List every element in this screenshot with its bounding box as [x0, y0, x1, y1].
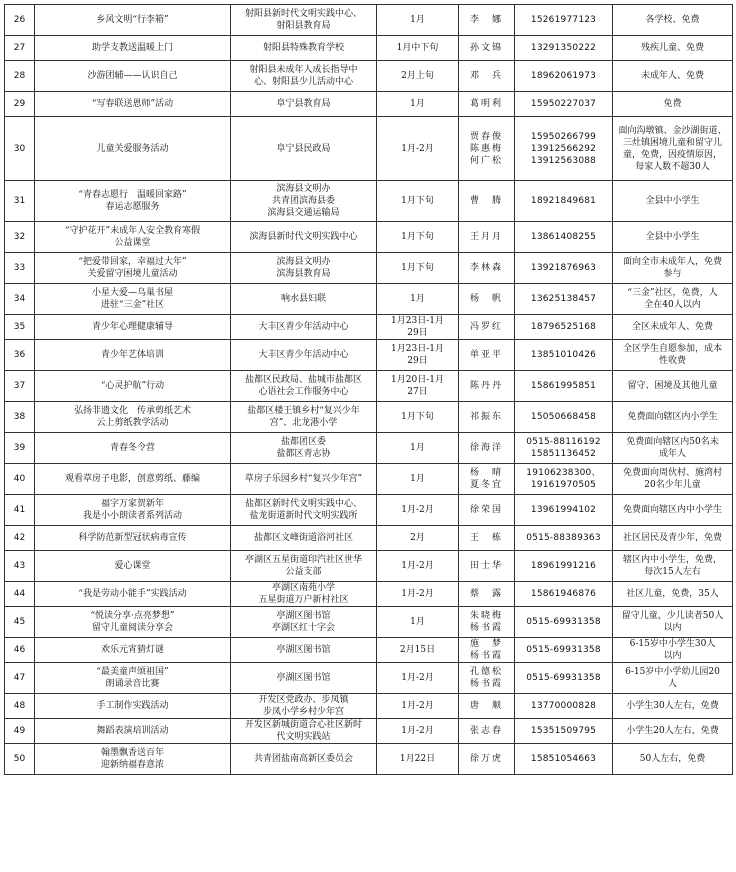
- table-cell-time: 1月23日-1月 29日: [377, 315, 459, 340]
- table-cell-phone: 15050668458: [515, 402, 613, 433]
- table-cell-target: 免费面向周伙村、施湾村 20名少年儿童: [613, 464, 733, 495]
- table-cell-contact: 曹 腾: [459, 181, 515, 222]
- table-cell-time: 1月22日: [377, 744, 459, 775]
- table-cell-phone: 15351509795: [515, 719, 613, 744]
- table-row: [5, 638, 733, 663]
- table-cell-phone: 15851054663: [515, 744, 613, 775]
- table-cell-activity: “最美童声颂祖国” 朗诵录音比赛: [35, 663, 231, 694]
- table-cell-organizer: 阜宁县教育局: [231, 92, 377, 117]
- table-cell-phone: 18961991216: [515, 551, 613, 582]
- table-cell-target: 留守、困境及其他儿童: [613, 371, 733, 402]
- table-cell-phone: 0515-69931358: [515, 663, 613, 694]
- table-row: [5, 526, 733, 551]
- table-row: [5, 495, 733, 526]
- table-cell-activity: 沙游团辅——认识自己: [35, 61, 231, 92]
- table-cell-time: 1月: [377, 92, 459, 117]
- table-cell-organizer: 开发区新城街道合心社区新时 代文明实践站: [231, 719, 377, 744]
- table-cell-number: 35: [5, 315, 35, 340]
- table-cell-number: 45: [5, 607, 35, 638]
- table-cell-organizer: 滨海县文明办 共青团滨海县委 滨海县交通运输局: [231, 181, 377, 222]
- table-cell-time: 2月上旬: [377, 61, 459, 92]
- table-cell-time: 2月: [377, 526, 459, 551]
- table-cell-phone: 13770000828: [515, 694, 613, 719]
- table-cell-time: 1月20日-1月 27日: [377, 371, 459, 402]
- table-cell-number: 31: [5, 181, 35, 222]
- table-row: [5, 433, 733, 464]
- table-cell-number: 42: [5, 526, 35, 551]
- table-cell-target: 50人左右，免费: [613, 744, 733, 775]
- table-cell-target: 社区儿童，免费，35人: [613, 582, 733, 607]
- table-cell-phone: 0515-88116192 15851136452: [515, 433, 613, 464]
- table-cell-organizer: 盐都区新时代文明实践中心、 盐龙街道新时代文明实践所: [231, 495, 377, 526]
- table-cell-target: 小学生30人左右，免费: [613, 694, 733, 719]
- table-cell-target: 免费面向辖区内中小学生: [613, 495, 733, 526]
- table-row: [5, 663, 733, 694]
- table-row: [5, 582, 733, 607]
- table-cell-target: 面向全市未成年人，免费 参与: [613, 253, 733, 284]
- table-cell-organizer: 大丰区青少年活动中心: [231, 315, 377, 340]
- table-cell-phone: 18921849681: [515, 181, 613, 222]
- table-cell-contact: 徐荣国: [459, 495, 515, 526]
- table-cell-number: 38: [5, 402, 35, 433]
- table-cell-time: 1月: [377, 5, 459, 36]
- table-row: [5, 340, 733, 371]
- table-cell-number: 30: [5, 117, 35, 181]
- table-cell-time: 1月下旬: [377, 402, 459, 433]
- table-cell-organizer: 阜宁县民政局: [231, 117, 377, 181]
- table-cell-contact: 朱晓梅 杨书霞: [459, 607, 515, 638]
- table-cell-target: 未成年人、免费: [613, 61, 733, 92]
- table-cell-contact: 祁振东: [459, 402, 515, 433]
- table-cell-contact: 施 梦 杨书霞: [459, 638, 515, 663]
- table-cell-phone: 19106238300、 19161970505: [515, 464, 613, 495]
- table-row: [5, 607, 733, 638]
- table-cell-phone: 13291350222: [515, 36, 613, 61]
- table-cell-organizer: 亭湖区南苑小学 五星街道万户新村社区: [231, 582, 377, 607]
- table-cell-target: 全县中小学生: [613, 222, 733, 253]
- table-cell-activity: “悦读分享·点亮梦想” 留守儿童阅读分享会: [35, 607, 231, 638]
- table-cell-phone: 0515-88389363: [515, 526, 613, 551]
- table-cell-contact: 李 娜: [459, 5, 515, 36]
- table-row: [5, 181, 733, 222]
- table-cell-number: 46: [5, 638, 35, 663]
- table-cell-contact: 孔德松 杨书霞: [459, 663, 515, 694]
- table-cell-organizer: 亭湖区图书馆: [231, 638, 377, 663]
- table-cell-phone: 0515-69931358: [515, 638, 613, 663]
- table-cell-phone: 15950227037: [515, 92, 613, 117]
- table-cell-activity: 青春冬令营: [35, 433, 231, 464]
- table-cell-organizer: 射阳县新时代文明实践中心、 射阳县教育局: [231, 5, 377, 36]
- table-cell-target: 留守儿童，少儿读者50人 以内: [613, 607, 733, 638]
- table-cell-organizer: 射阳县特殊教育学校: [231, 36, 377, 61]
- table-cell-contact: 王 栋: [459, 526, 515, 551]
- table-cell-target: 免费面向辖区内小学生: [613, 402, 733, 433]
- table-cell-target: 小学生20人左右，免费: [613, 719, 733, 744]
- table-row: [5, 694, 733, 719]
- table-cell-activity: “青春志愿行 温暖回家路” 春运志愿服务: [35, 181, 231, 222]
- table-cell-target: 辖区内中小学生，免费， 每次15人左右: [613, 551, 733, 582]
- table-cell-contact: 李林森: [459, 253, 515, 284]
- table-cell-contact: 葛明利: [459, 92, 515, 117]
- table-cell-target: 全县中小学生: [613, 181, 733, 222]
- table-row: [5, 36, 733, 61]
- table-row: [5, 551, 733, 582]
- table-cell-contact: 蔡 露: [459, 582, 515, 607]
- table-cell-contact: 徐万虎: [459, 744, 515, 775]
- table-cell-contact: 贾春俊 陈惠梅 何广松: [459, 117, 515, 181]
- table-row: [5, 5, 733, 36]
- table-cell-number: 44: [5, 582, 35, 607]
- table-row: [5, 371, 733, 402]
- table-cell-activity: 福字万家贺新年 我是小小朗读者系列活动: [35, 495, 231, 526]
- table-cell-contact: 杨 晴 夏冬宜: [459, 464, 515, 495]
- table-cell-number: 50: [5, 744, 35, 775]
- table-cell-time: 1月-2月: [377, 117, 459, 181]
- table-cell-time: 1月23日-1月 29日: [377, 340, 459, 371]
- table-cell-number: 40: [5, 464, 35, 495]
- table-cell-time: 1月: [377, 284, 459, 315]
- table-cell-contact: 单亚平: [459, 340, 515, 371]
- table-cell-target: 免费面向辖区内50名未 成年人: [613, 433, 733, 464]
- table-cell-time: 1月-2月: [377, 582, 459, 607]
- table-cell-organizer: 响水县妇联: [231, 284, 377, 315]
- table-cell-phone: 13851010426: [515, 340, 613, 371]
- table-cell-phone: 18962061973: [515, 61, 613, 92]
- table-cell-phone: 13921876963: [515, 253, 613, 284]
- table-row: [5, 92, 733, 117]
- table-cell-time: 2月15日: [377, 638, 459, 663]
- table-cell-organizer: 亭湖区五星街道印汽社区世华 公益支部: [231, 551, 377, 582]
- table-row: [5, 61, 733, 92]
- table-cell-time: 1月下旬: [377, 181, 459, 222]
- table-row: [5, 315, 733, 340]
- table-cell-activity: 手工制作实践活动: [35, 694, 231, 719]
- table-cell-target: 各学校、免费: [613, 5, 733, 36]
- table-cell-contact: 唐 顺: [459, 694, 515, 719]
- table-cell-target: 6-15岁中小学生30人 以内: [613, 638, 733, 663]
- table-cell-organizer: 大丰区青少年活动中心: [231, 340, 377, 371]
- table-cell-target: “三金”社区，免费，人 全在40人以内: [613, 284, 733, 315]
- table-cell-time: 1月: [377, 464, 459, 495]
- table-cell-phone: 15861995851: [515, 371, 613, 402]
- table-row: [5, 253, 733, 284]
- table-cell-contact: 陈丹丹: [459, 371, 515, 402]
- table-cell-activity: 舞蹈表演培训活动: [35, 719, 231, 744]
- table-cell-contact: 徐海洋: [459, 433, 515, 464]
- table-cell-number: 33: [5, 253, 35, 284]
- table-cell-number: 48: [5, 694, 35, 719]
- table-cell-time: 1月下旬: [377, 253, 459, 284]
- table-cell-number: 26: [5, 5, 35, 36]
- table-cell-number: 47: [5, 663, 35, 694]
- table-cell-phone: 15261977123: [515, 5, 613, 36]
- table-cell-organizer: 共青团盐南高新区委员会: [231, 744, 377, 775]
- table-cell-phone: 13961994102: [515, 495, 613, 526]
- table-row: [5, 402, 733, 433]
- table-cell-activity: 欢乐元宵猜灯谜: [35, 638, 231, 663]
- table-cell-organizer: 滨海县新时代文明实践中心: [231, 222, 377, 253]
- table-cell-time: 1月-2月: [377, 551, 459, 582]
- table-cell-time: 1月下旬: [377, 222, 459, 253]
- table-cell-phone: 18796525168: [515, 315, 613, 340]
- table-cell-time: 1月-2月: [377, 663, 459, 694]
- table-cell-time: 1月-2月: [377, 719, 459, 744]
- table-cell-phone: 13625138457: [515, 284, 613, 315]
- table-cell-number: 37: [5, 371, 35, 402]
- table-cell-organizer: 开发区党政办、步凤镇 步凤小学乡村少年宫: [231, 694, 377, 719]
- table-cell-time: 1月-2月: [377, 694, 459, 719]
- table-cell-organizer: 亭湖区图书馆 亭湖区红十字会: [231, 607, 377, 638]
- table-cell-time: 1月中下旬: [377, 36, 459, 61]
- table-cell-time: 1月: [377, 433, 459, 464]
- table-cell-number: 39: [5, 433, 35, 464]
- table-cell-activity: 儿童关爱服务活动: [35, 117, 231, 181]
- table-cell-number: 41: [5, 495, 35, 526]
- activity-table: [4, 4, 733, 775]
- table-cell-target: 免费: [613, 92, 733, 117]
- table-cell-activity: 翰墨飘香送百年 迎新纳福春意浓: [35, 744, 231, 775]
- table-cell-time: 1月-2月: [377, 495, 459, 526]
- table-cell-activity: 爱心课堂: [35, 551, 231, 582]
- table-cell-contact: 田士华: [459, 551, 515, 582]
- table-cell-organizer: 草房子乐园乡村“复兴少年宫”: [231, 464, 377, 495]
- table-cell-activity: 观看草房子电影，创意剪纸、藤编: [35, 464, 231, 495]
- table-cell-activity: 小星大爱—乌巢书屋 进驻“三金”社区: [35, 284, 231, 315]
- table-cell-activity: “守护花开”未成年人安全教育寒假 公益课堂: [35, 222, 231, 253]
- table-cell-organizer: 射阳县未成年人成长指导中 心、射阳县少儿活动中心: [231, 61, 377, 92]
- table-cell-target: 面向沟墩镇、金沙湖街道、 三灶镇困境儿童和留守儿 童，免费，因疫情原因， 每家人数不超30人: [613, 117, 733, 181]
- table-cell-contact: 孙文锦: [459, 36, 515, 61]
- table-cell-organizer: 滨海县文明办 滨海县教育局: [231, 253, 377, 284]
- table-cell-activity: 弘扬非遗文化 传承剪纸艺术 云上剪纸教学活动: [35, 402, 231, 433]
- table-cell-activity: 青少年艺体培训: [35, 340, 231, 371]
- table-cell-activity: 科学防范新型冠状病毒宣传: [35, 526, 231, 551]
- table-cell-phone: 0515-69931358: [515, 607, 613, 638]
- table-cell-contact: 冯罗红: [459, 315, 515, 340]
- table-cell-number: 49: [5, 719, 35, 744]
- table-cell-activity: 青少年心理健康辅导: [35, 315, 231, 340]
- table-row: [5, 744, 733, 775]
- table-row: [5, 464, 733, 495]
- table-cell-activity: “写春联送恩师”活动: [35, 92, 231, 117]
- table-cell-phone: 15861946876: [515, 582, 613, 607]
- table-cell-contact: 杨 帆: [459, 284, 515, 315]
- table-cell-number: 34: [5, 284, 35, 315]
- table-row: [5, 222, 733, 253]
- table-cell-activity: “心灵护航”行动: [35, 371, 231, 402]
- table-cell-number: 29: [5, 92, 35, 117]
- table-cell-activity: “我是劳动小能手”实践活动: [35, 582, 231, 607]
- table-cell-phone: 15950266799 13912566292 13912563088: [515, 117, 613, 181]
- table-row: [5, 719, 733, 744]
- table-cell-organizer: 盐都区文峰街道浴河社区: [231, 526, 377, 551]
- table-cell-activity: 助学支教送温暖上门: [35, 36, 231, 61]
- table-cell-number: 27: [5, 36, 35, 61]
- table-cell-target: 全区未成年人、免费: [613, 315, 733, 340]
- table-cell-time: 1月: [377, 607, 459, 638]
- table-cell-organizer: 亭湖区图书馆: [231, 663, 377, 694]
- table-cell-number: 32: [5, 222, 35, 253]
- table-cell-activity: 乡风文明“行李箱”: [35, 5, 231, 36]
- table-row: [5, 117, 733, 181]
- table-cell-target: 6-15岁中小学幼儿园20 人: [613, 663, 733, 694]
- table-cell-contact: 邓 兵: [459, 61, 515, 92]
- table-cell-target: 残疾儿童、免费: [613, 36, 733, 61]
- table-cell-number: 43: [5, 551, 35, 582]
- table-cell-organizer: 盐都区楼王镇乡村“复兴少年 宫”、北龙港小学: [231, 402, 377, 433]
- table-cell-target: 全区学生自愿参加，成本 性收费: [613, 340, 733, 371]
- table-cell-phone: 13861408255: [515, 222, 613, 253]
- table-cell-contact: 张志春: [459, 719, 515, 744]
- table-cell-number: 36: [5, 340, 35, 371]
- table-cell-target: 社区居民及青少年，免费: [613, 526, 733, 551]
- table-row: [5, 284, 733, 315]
- table-cell-number: 28: [5, 61, 35, 92]
- table-cell-organizer: 盐都团区委 盐都区青志协: [231, 433, 377, 464]
- table-cell-organizer: 盐都区民政局、盐城市盐都区 心语社会工作服务中心: [231, 371, 377, 402]
- table-cell-contact: 王月月: [459, 222, 515, 253]
- table-cell-activity: “把爱带回家，幸福过大年” 关爱留守困境儿童活动: [35, 253, 231, 284]
